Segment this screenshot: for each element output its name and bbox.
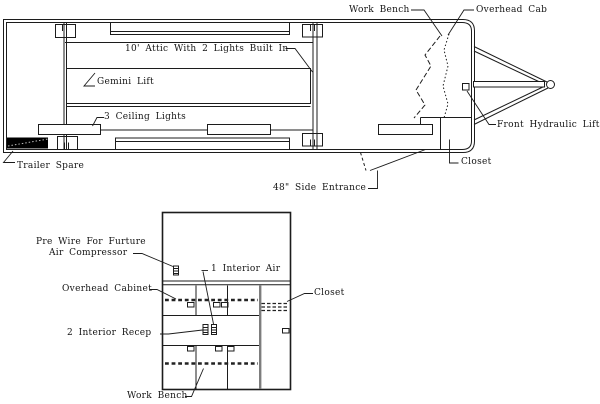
label-interior-recep: 2 Interior Recep bbox=[67, 328, 152, 338]
label-gemini-lift: Gemini Lift bbox=[97, 77, 154, 87]
label-closet-top: Closet bbox=[461, 157, 492, 167]
label-interior-air: 1 Interior Air bbox=[211, 264, 281, 274]
label-overhead-cabinet: Overhead Cabinet bbox=[62, 284, 153, 294]
outlet-row2-c bbox=[228, 347, 235, 352]
post-box-rear-top bbox=[56, 25, 76, 38]
hitch-coupler-circle bbox=[547, 81, 555, 89]
leader-gemini-lift bbox=[84, 73, 95, 86]
interior-recep-1-stripes bbox=[203, 328, 208, 333]
pre-wire-receptacle-stripes bbox=[174, 269, 179, 274]
closet-shelf-dashes bbox=[262, 304, 290, 311]
label-pre-wire-line2: Air Compressor bbox=[49, 248, 128, 258]
work-bench-folded-dashline bbox=[414, 36, 440, 118]
outlet-row1-a bbox=[188, 303, 195, 308]
attic-light-bottom bbox=[116, 138, 290, 150]
leader-pre-wire bbox=[133, 254, 173, 267]
hitch-arm-lower-inner bbox=[474, 86, 545, 120]
label-side-entrance: 48" Side Entrance bbox=[273, 183, 367, 193]
label-front-hydraulic-lift: Front Hydraulic Lift bbox=[497, 120, 600, 130]
front-hydraulic-lift-marker bbox=[463, 84, 470, 91]
ceiling-light-bar-1 bbox=[39, 125, 101, 135]
post-box-rear-bottom bbox=[58, 137, 78, 150]
label-work-bench-bottom: Work Bench bbox=[127, 391, 188, 401]
hitch-tongue bbox=[474, 82, 545, 88]
leader-interior-recep bbox=[160, 330, 203, 334]
interior-recep-2-stripes bbox=[212, 328, 217, 333]
label-work-bench-top: Work Bench bbox=[349, 5, 410, 15]
side-entrance-door-dashline bbox=[361, 153, 367, 171]
hitch-arm-upper-outer bbox=[474, 47, 548, 83]
outlet-row2-b bbox=[216, 347, 223, 352]
label-attic: 10' Attic With 2 Lights Built In bbox=[125, 44, 289, 54]
label-ceiling-lights: 3 Ceiling Lights bbox=[104, 112, 187, 122]
label-pre-wire-line1: Pre Wire For Furture bbox=[36, 237, 146, 247]
overhead-cab-dashline bbox=[443, 34, 449, 118]
leader-side-entrance-tick bbox=[368, 171, 378, 189]
outlet-closet-wall bbox=[283, 329, 290, 334]
label-closet-bottom: Closet bbox=[314, 288, 345, 298]
outlet-row2-a bbox=[188, 347, 195, 352]
hitch-arm-upper-inner bbox=[474, 51, 545, 85]
attic-light-top bbox=[111, 23, 290, 35]
leader-work-bench-bottom bbox=[185, 369, 204, 397]
trailer-spare-box bbox=[7, 138, 48, 149]
ceiling-light-bar-2 bbox=[208, 125, 271, 135]
leader-interior-air bbox=[203, 272, 214, 325]
bottom-view-drawing bbox=[133, 213, 313, 397]
label-overhead-cab: Overhead Cab bbox=[476, 5, 548, 15]
leader-closet-top bbox=[450, 140, 459, 164]
outlet-row1-b bbox=[214, 303, 221, 308]
ceiling-light-bar-3 bbox=[379, 125, 433, 135]
label-trailer-spare: Trailer Spare bbox=[17, 161, 85, 171]
